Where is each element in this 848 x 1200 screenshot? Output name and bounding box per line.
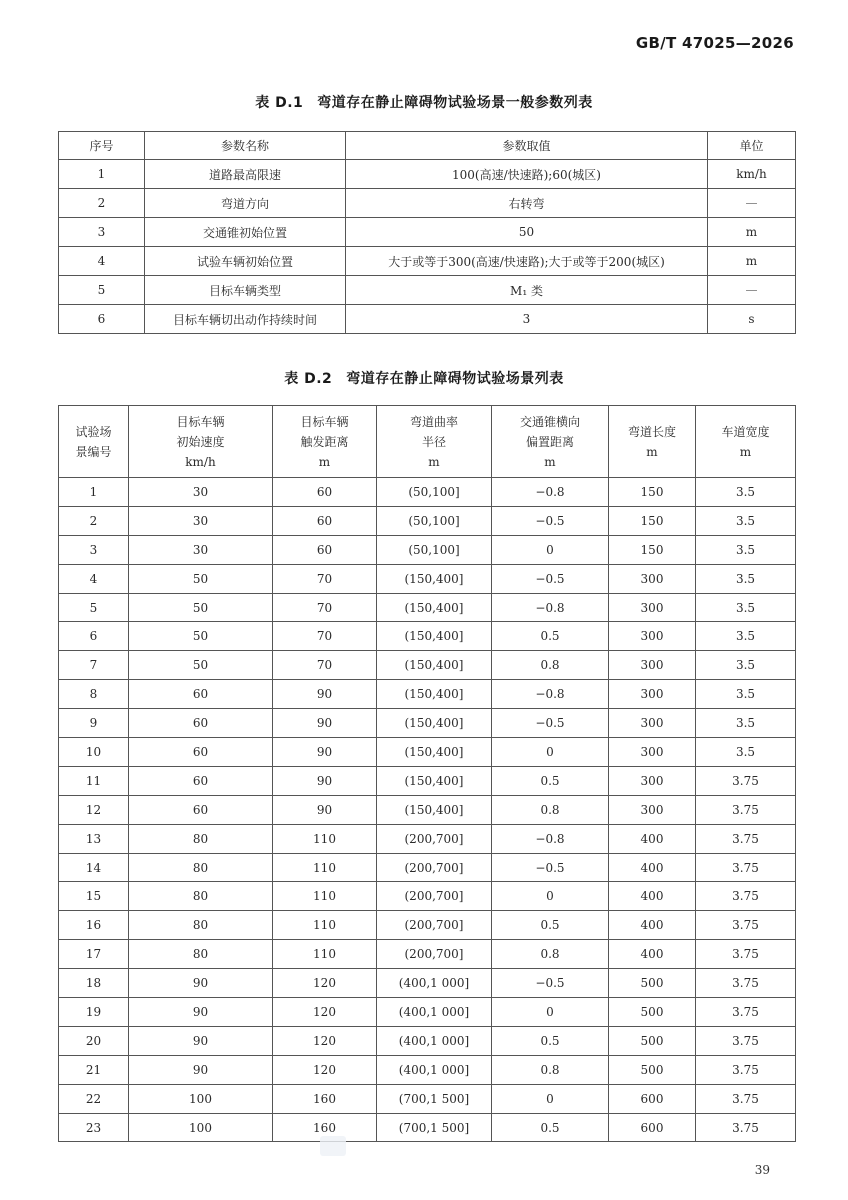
table2-header-line: 试验场 bbox=[75, 424, 112, 439]
table2-cell: 80 bbox=[129, 824, 273, 853]
table2-cell: 30 bbox=[129, 478, 273, 507]
table2-cell: 14 bbox=[59, 853, 129, 882]
table2-row bbox=[59, 651, 796, 680]
table2-cell: 0.8 bbox=[492, 940, 609, 969]
table2-cell: 90 bbox=[273, 709, 377, 738]
table2-cell: 17 bbox=[59, 940, 129, 969]
table1-cell: 1 bbox=[59, 160, 145, 189]
table2-row bbox=[59, 738, 796, 767]
table2-cell: (200,700] bbox=[377, 853, 492, 882]
table2-cell: (200,700] bbox=[377, 911, 492, 940]
table2-cell: 80 bbox=[129, 911, 273, 940]
table2-cell: 0.5 bbox=[492, 1113, 609, 1142]
table2-cell: 3.75 bbox=[696, 969, 796, 998]
table2-caption bbox=[0, 368, 848, 388]
table2-cell: 3.75 bbox=[696, 1055, 796, 1084]
table2-cell: 3.75 bbox=[696, 824, 796, 853]
table2-cell: 100 bbox=[129, 1113, 273, 1142]
table2-cell: 90 bbox=[273, 766, 377, 795]
table2-cell: 3.5 bbox=[696, 709, 796, 738]
table2-cell: (200,700] bbox=[377, 940, 492, 969]
table2-cell: 10 bbox=[59, 738, 129, 767]
table2-header-line: m bbox=[544, 454, 556, 469]
table2-cell: 500 bbox=[609, 1055, 696, 1084]
table2-cell: 12 bbox=[59, 795, 129, 824]
table1-header-cell: 参数取值 bbox=[346, 132, 708, 160]
page-number: 39 bbox=[754, 1163, 770, 1177]
table2-cell: 500 bbox=[609, 1026, 696, 1055]
table2-cell: (150,400] bbox=[377, 709, 492, 738]
table2-cell: 90 bbox=[129, 969, 273, 998]
table2-cell: 400 bbox=[609, 853, 696, 882]
table2-row bbox=[59, 1084, 796, 1113]
table2-cell: 80 bbox=[129, 940, 273, 969]
table2-cell: 400 bbox=[609, 940, 696, 969]
table2-cell: 110 bbox=[273, 853, 377, 882]
table2-cell: 3.5 bbox=[696, 535, 796, 564]
table2-cell: 3.5 bbox=[696, 506, 796, 535]
table2-cell: 160 bbox=[273, 1113, 377, 1142]
table2-header-line: m bbox=[428, 454, 440, 469]
table2-cell: 4 bbox=[59, 564, 129, 593]
table2-cell: (700,1 500] bbox=[377, 1113, 492, 1142]
table2-cell: 300 bbox=[609, 651, 696, 680]
table2-cell: 90 bbox=[129, 1026, 273, 1055]
table2-cell: 400 bbox=[609, 911, 696, 940]
table2-row bbox=[59, 1055, 796, 1084]
table2-row bbox=[59, 1113, 796, 1142]
table2-cell: 2 bbox=[59, 506, 129, 535]
table2-cell: 300 bbox=[609, 795, 696, 824]
table2-header-cell bbox=[273, 406, 377, 478]
table2-cell: 90 bbox=[129, 998, 273, 1027]
table2-cell: (400,1 000] bbox=[377, 1055, 492, 1084]
table2-cell: 30 bbox=[129, 535, 273, 564]
table2-cell: −0.5 bbox=[492, 853, 609, 882]
table2-cell: 3.75 bbox=[696, 1113, 796, 1142]
table2-header-row bbox=[59, 406, 796, 478]
table2-cell: 60 bbox=[129, 680, 273, 709]
table2-cell: 0.8 bbox=[492, 651, 609, 680]
table2-cell: 90 bbox=[273, 795, 377, 824]
table1-header-cell: 参数名称 bbox=[145, 132, 346, 160]
table2-cell: (150,400] bbox=[377, 680, 492, 709]
table2-cell: 13 bbox=[59, 824, 129, 853]
table2-row bbox=[59, 824, 796, 853]
table2-cell: 3.5 bbox=[696, 593, 796, 622]
table2-cell: 150 bbox=[609, 535, 696, 564]
table2-row bbox=[59, 680, 796, 709]
table2-cell: 600 bbox=[609, 1084, 696, 1113]
table2-cell: 60 bbox=[273, 478, 377, 507]
table2-cell: (400,1 000] bbox=[377, 998, 492, 1027]
table2-cell: 80 bbox=[129, 853, 273, 882]
table2-header-cell bbox=[609, 406, 696, 478]
table1-cell: km/h bbox=[708, 160, 796, 189]
table2-cell: 3.75 bbox=[696, 1084, 796, 1113]
table2-cell: 90 bbox=[273, 738, 377, 767]
table2-cell: 90 bbox=[129, 1055, 273, 1084]
table2-cell: −0.8 bbox=[492, 680, 609, 709]
table1-row bbox=[59, 247, 796, 276]
table2-cell: −0.5 bbox=[492, 709, 609, 738]
table1-cell: — bbox=[708, 276, 796, 305]
table2-cell: 300 bbox=[609, 680, 696, 709]
table2-cell: 23 bbox=[59, 1113, 129, 1142]
table2-cell: 3.5 bbox=[696, 622, 796, 651]
table2-row bbox=[59, 969, 796, 998]
table2-cell: (400,1 000] bbox=[377, 1026, 492, 1055]
table2-row bbox=[59, 911, 796, 940]
table2-cell: 0 bbox=[492, 738, 609, 767]
table2-cell: 0 bbox=[492, 1084, 609, 1113]
table2-cell: (400,1 000] bbox=[377, 969, 492, 998]
table2-cell: (700,1 500] bbox=[377, 1084, 492, 1113]
table2-cell: 400 bbox=[609, 882, 696, 911]
table2-cell: 18 bbox=[59, 969, 129, 998]
table2-cell: 0.5 bbox=[492, 766, 609, 795]
table2-cell: (50,100] bbox=[377, 506, 492, 535]
table2-header-line: 弯道曲率 bbox=[409, 414, 458, 429]
table2-cell: (150,400] bbox=[377, 593, 492, 622]
table2-cell: 19 bbox=[59, 998, 129, 1027]
table2-header-line: 半径 bbox=[421, 434, 446, 449]
table2-cell: 300 bbox=[609, 766, 696, 795]
table2-header-cell bbox=[129, 406, 273, 478]
table1-cell: s bbox=[708, 305, 796, 334]
table2-header-line: 交通锥横向 bbox=[519, 414, 580, 429]
table1-header-cell: 单位 bbox=[708, 132, 796, 160]
table1-cell: 4 bbox=[59, 247, 145, 276]
table2-cell: 3.75 bbox=[696, 911, 796, 940]
table2-cell: 120 bbox=[273, 1055, 377, 1084]
table2-cell: 15 bbox=[59, 882, 129, 911]
general-parameters-table bbox=[58, 131, 796, 334]
table2-cell: 6 bbox=[59, 622, 129, 651]
table2-cell: 120 bbox=[273, 998, 377, 1027]
table2-row bbox=[59, 795, 796, 824]
table2-cell: 3.5 bbox=[696, 564, 796, 593]
table2-cell: 0 bbox=[492, 535, 609, 564]
table1-cell: 3 bbox=[346, 305, 708, 334]
table2-cell: 110 bbox=[273, 940, 377, 969]
table2-cell: 50 bbox=[129, 651, 273, 680]
table2-header-line: 弯道长度 bbox=[627, 424, 676, 439]
table2-cell: 60 bbox=[129, 738, 273, 767]
table2-cell: 100 bbox=[129, 1084, 273, 1113]
table2-cell: 0.5 bbox=[492, 622, 609, 651]
table1-header-row bbox=[59, 132, 796, 160]
table2-cell: 3.5 bbox=[696, 738, 796, 767]
table2-cell: 20 bbox=[59, 1026, 129, 1055]
table2-header-line: m bbox=[646, 444, 658, 459]
table2-cell: 3.75 bbox=[696, 998, 796, 1027]
table2-cell: 70 bbox=[273, 651, 377, 680]
table2-cell: 50 bbox=[129, 593, 273, 622]
table2-cell: 70 bbox=[273, 564, 377, 593]
table2-row bbox=[59, 853, 796, 882]
table2-header-line: m bbox=[318, 454, 331, 469]
table2-row bbox=[59, 766, 796, 795]
table2-cell: 300 bbox=[609, 622, 696, 651]
table1-caption-title: 弯道存在静止障碍物试验场景一般参数列表 bbox=[317, 95, 593, 111]
table2-cell: 0 bbox=[492, 998, 609, 1027]
table2-cell: 16 bbox=[59, 911, 129, 940]
table1-cell: M₁ 类 bbox=[346, 276, 708, 305]
table2-row bbox=[59, 564, 796, 593]
table2-cell: 21 bbox=[59, 1055, 129, 1084]
table2-cell: 50 bbox=[129, 564, 273, 593]
table1-cell: — bbox=[708, 189, 796, 218]
table2-cell: (200,700] bbox=[377, 882, 492, 911]
table2-row bbox=[59, 593, 796, 622]
table2-cell: 300 bbox=[609, 738, 696, 767]
table2-cell: 70 bbox=[273, 593, 377, 622]
table2-cell: 110 bbox=[273, 911, 377, 940]
table2-cell: 400 bbox=[609, 824, 696, 853]
table2-cell: 5 bbox=[59, 593, 129, 622]
table2-cell: −0.8 bbox=[492, 593, 609, 622]
table2-cell: 80 bbox=[129, 882, 273, 911]
table1-row bbox=[59, 189, 796, 218]
table1-cell: 弯道方向 bbox=[145, 189, 346, 218]
table2-cell: 3.75 bbox=[696, 1026, 796, 1055]
table2-cell: 0.5 bbox=[492, 1026, 609, 1055]
table1-cell: m bbox=[708, 218, 796, 247]
table2-cell: 1 bbox=[59, 478, 129, 507]
table1-caption bbox=[0, 92, 848, 112]
table2-cell: 0.5 bbox=[492, 911, 609, 940]
table2-row bbox=[59, 535, 796, 564]
table2-cell: 30 bbox=[129, 506, 273, 535]
table2-row bbox=[59, 882, 796, 911]
table1-cell: 6 bbox=[59, 305, 145, 334]
table2-cell: 0.8 bbox=[492, 1055, 609, 1084]
table2-cell: 8 bbox=[59, 680, 129, 709]
table2-cell: −0.5 bbox=[492, 564, 609, 593]
table2-row bbox=[59, 478, 796, 507]
table2-cell: 60 bbox=[129, 795, 273, 824]
table1-row bbox=[59, 218, 796, 247]
table1-cell: 右转弯 bbox=[346, 189, 708, 218]
table2-header-cell bbox=[377, 406, 492, 478]
table2-cell: 3.75 bbox=[696, 853, 796, 882]
table2-cell: 22 bbox=[59, 1084, 129, 1113]
table1-row bbox=[59, 305, 796, 334]
table2-header-line: km/h bbox=[185, 454, 216, 469]
table2-cell: −0.5 bbox=[492, 506, 609, 535]
table1-cell: 交通锥初始位置 bbox=[145, 218, 346, 247]
table2-header-line: 目标车辆 bbox=[300, 414, 349, 429]
table1-cell: 100(高速/快速路);60(城区) bbox=[346, 160, 708, 189]
table2-cell: −0.5 bbox=[492, 969, 609, 998]
table2-cell: 0 bbox=[492, 882, 609, 911]
table1-header-cell: 序号 bbox=[59, 132, 145, 160]
table2-cell: 3.75 bbox=[696, 766, 796, 795]
table2-cell: (200,700] bbox=[377, 824, 492, 853]
table2-cell: 600 bbox=[609, 1113, 696, 1142]
table2-cell: 3.75 bbox=[696, 940, 796, 969]
table2-header-line: 初始速度 bbox=[176, 434, 225, 449]
table2-cell: 60 bbox=[273, 535, 377, 564]
table2-cell: 60 bbox=[129, 766, 273, 795]
table1-cell: 目标车辆切出动作持续时间 bbox=[145, 305, 346, 334]
table2-cell: (50,100] bbox=[377, 478, 492, 507]
table2-cell: 150 bbox=[609, 506, 696, 535]
table2-row bbox=[59, 506, 796, 535]
table2-cell: 70 bbox=[273, 622, 377, 651]
table2-cell: 60 bbox=[273, 506, 377, 535]
table2-header-line: 目标车辆 bbox=[176, 414, 225, 429]
table2-cell: −0.8 bbox=[492, 478, 609, 507]
table1-row bbox=[59, 276, 796, 305]
table2-row bbox=[59, 622, 796, 651]
table2-cell: 7 bbox=[59, 651, 129, 680]
table1-cell: 50 bbox=[346, 218, 708, 247]
table2-cell: (150,400] bbox=[377, 795, 492, 824]
table1-cell: 大于或等于300(高速/快速路);大于或等于200(城区) bbox=[346, 247, 708, 276]
table2-cell: 300 bbox=[609, 593, 696, 622]
table2-cell: (150,400] bbox=[377, 766, 492, 795]
table2-cell: (150,400] bbox=[377, 738, 492, 767]
scenario-list-table bbox=[58, 405, 796, 1142]
table2-row bbox=[59, 1026, 796, 1055]
table2-row bbox=[59, 998, 796, 1027]
table2-cell: (150,400] bbox=[377, 564, 492, 593]
table2-header-line: 偏置距离 bbox=[525, 434, 574, 449]
table2-header-cell bbox=[59, 406, 129, 478]
table2-cell: 0.8 bbox=[492, 795, 609, 824]
table1-row bbox=[59, 160, 796, 189]
table1-cell: m bbox=[708, 247, 796, 276]
table2-cell: 3.5 bbox=[696, 680, 796, 709]
table2-cell: 3.5 bbox=[696, 651, 796, 680]
table2-header-line: 景编号 bbox=[75, 444, 112, 459]
table2-header-cell bbox=[696, 406, 796, 478]
table2-cell: 120 bbox=[273, 969, 377, 998]
table2-header-line: 车道宽度 bbox=[721, 424, 770, 439]
table2-cell: 3 bbox=[59, 535, 129, 564]
table2-header-line: 触发距离 bbox=[300, 434, 349, 449]
table2-cell: 150 bbox=[609, 478, 696, 507]
table1-cell: 2 bbox=[59, 189, 145, 218]
table2-cell: 9 bbox=[59, 709, 129, 738]
table2-cell: 500 bbox=[609, 998, 696, 1027]
table2-cell: (150,400] bbox=[377, 622, 492, 651]
standard-code: GB/T 47025—2026 bbox=[635, 34, 794, 52]
table2-cell: 500 bbox=[609, 969, 696, 998]
table2-caption-number: 表 D.2 bbox=[284, 371, 333, 387]
table2-cell: −0.8 bbox=[492, 824, 609, 853]
table2-header-cell bbox=[492, 406, 609, 478]
table2-row bbox=[59, 940, 796, 969]
watermark-stamp bbox=[320, 1136, 346, 1156]
table1-cell: 道路最高限速 bbox=[145, 160, 346, 189]
table1-cell: 5 bbox=[59, 276, 145, 305]
table2-cell: 120 bbox=[273, 1026, 377, 1055]
table2-cell: (150,400] bbox=[377, 651, 492, 680]
table1-cell: 试验车辆初始位置 bbox=[145, 247, 346, 276]
table1-caption-number: 表 D.1 bbox=[255, 95, 304, 111]
table2-cell: 3.75 bbox=[696, 882, 796, 911]
table2-cell: 300 bbox=[609, 709, 696, 738]
table2-cell: 60 bbox=[129, 709, 273, 738]
table2-caption-title: 弯道存在静止障碍物试验场景列表 bbox=[346, 371, 564, 387]
table2-cell: 11 bbox=[59, 766, 129, 795]
table2-cell: (50,100] bbox=[377, 535, 492, 564]
table2-cell: 3.5 bbox=[696, 478, 796, 507]
table2-cell: 50 bbox=[129, 622, 273, 651]
table2-cell: 90 bbox=[273, 680, 377, 709]
table2-cell: 300 bbox=[609, 564, 696, 593]
table1-cell: 目标车辆类型 bbox=[145, 276, 346, 305]
table2-row bbox=[59, 709, 796, 738]
table2-cell: 3.75 bbox=[696, 795, 796, 824]
table2-header-line: m bbox=[739, 444, 752, 459]
table2-cell: 160 bbox=[273, 1084, 377, 1113]
table2-cell: 110 bbox=[273, 882, 377, 911]
table1-cell: 3 bbox=[59, 218, 145, 247]
table2-cell: 110 bbox=[273, 824, 377, 853]
